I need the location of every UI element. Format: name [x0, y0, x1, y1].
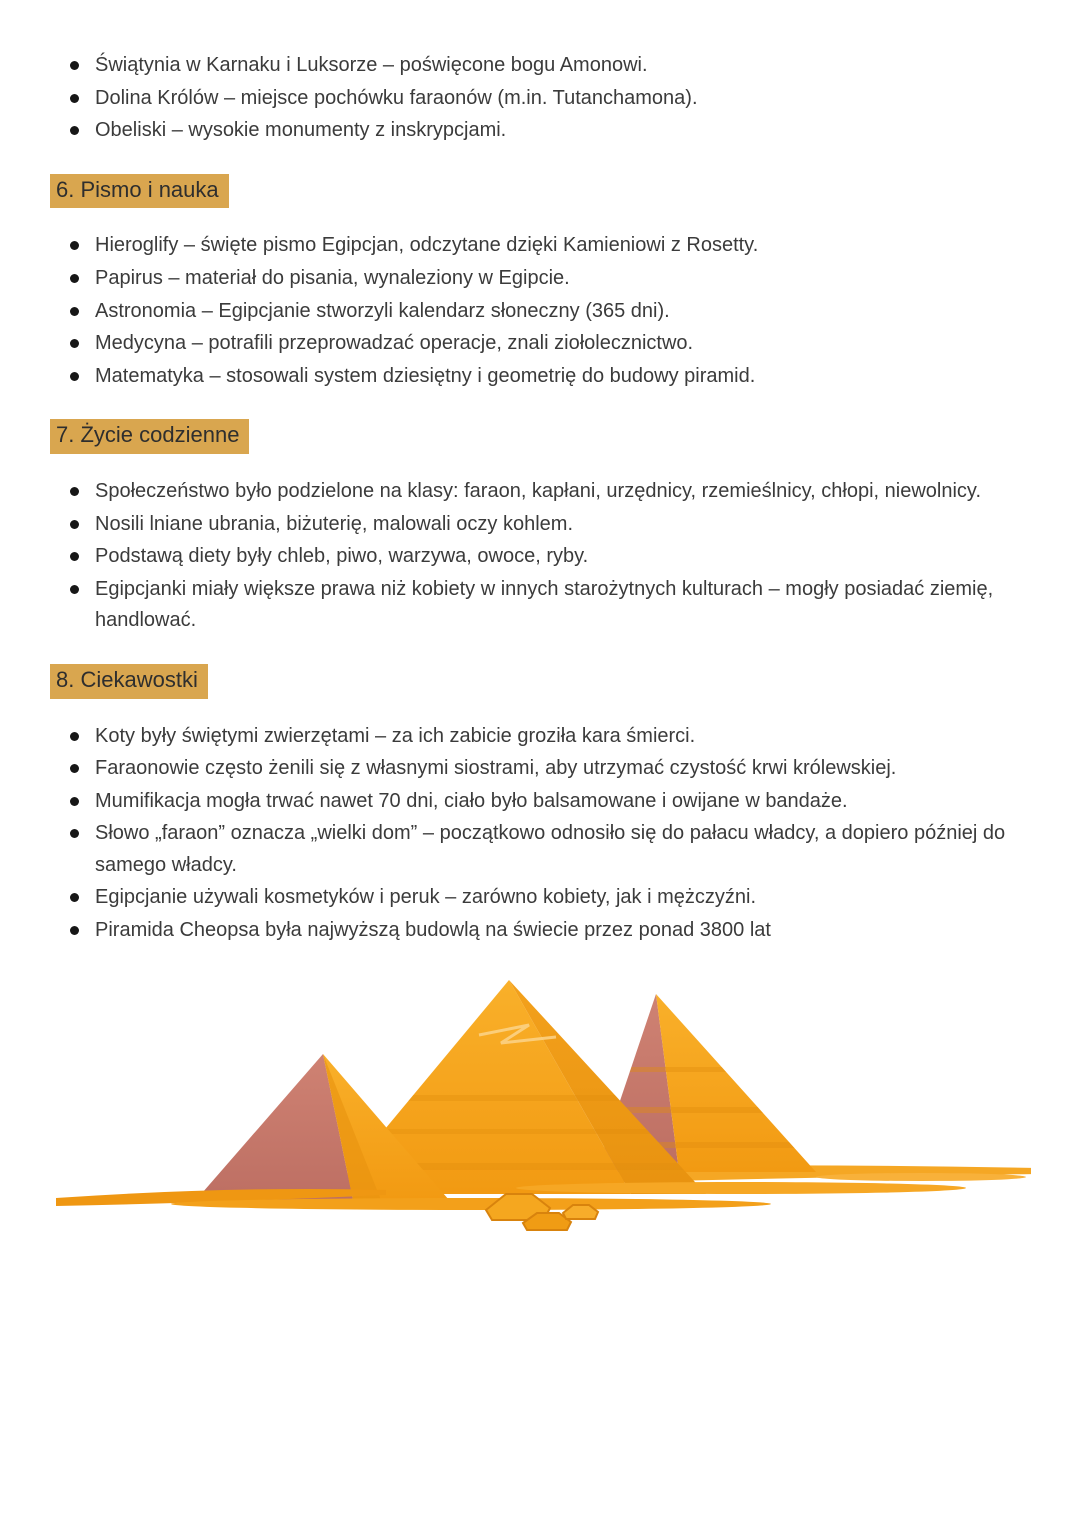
section-list — [50, 230, 1032, 392]
section-list — [50, 721, 1032, 947]
list-item-text: Dolina Królów – miejsce pochówku faraonów (m.in. Tutanchamona). — [95, 86, 698, 109]
intro-list — [50, 50, 1032, 147]
list-item — [50, 83, 1032, 115]
section-heading-highlight: 6. Pismo i nauka — [50, 174, 229, 209]
list-item — [50, 361, 1032, 393]
list-item — [50, 721, 1032, 753]
list-item-text: Nosili lniane ubrania, biżuterię, malowali oczy kohlem. — [95, 512, 573, 535]
list-item — [50, 753, 1032, 785]
list-item — [50, 915, 1032, 947]
list-item-text: Astronomia – Egipcjanie stworzyli kalendarz słoneczny (365 dni). — [95, 299, 670, 322]
list-item — [50, 818, 1032, 881]
list-item-text: Obeliski – wysokie monumenty z inskrypcjami. — [95, 119, 507, 142]
list-item-text: Świątynia w Karnaku i Luksorze – poświęcone bogu Amonowi. — [95, 54, 648, 76]
list-item-text: Koty były świętymi zwierzętami – za ich zabicie groziła kara śmierci. — [95, 724, 696, 747]
list-item — [50, 882, 1032, 914]
list-item-text: Piramida Cheopsa była najwyższą budowlą na świecie przez ponad 3800 lat — [95, 919, 771, 942]
section-heading — [50, 174, 1032, 209]
list-item-text: Matematyka – stosowali system dziesiętny i geometrię do budowy piramid. — [95, 364, 756, 387]
list-item — [50, 328, 1032, 360]
list-item-text: Egipcjanki miały większe prawa niż kobiety w innych starożytnych kulturach – mogły posiadać ziemię, handlować. — [95, 577, 994, 632]
list-item-text: Medycyna – potrafili przeprowadzać operacje, znali ziołolecznictwo. — [95, 332, 694, 355]
list-item-text: Społeczeństwo było podzielone na klasy: faraon, kapłani, urzędnicy, rzemieślnicy, chłopi, niewolnicy. — [95, 479, 982, 502]
list-item — [50, 115, 1032, 147]
list-item — [50, 230, 1032, 262]
pyramids-illustration — [51, 977, 1031, 1235]
list-item — [50, 786, 1032, 818]
list-item-text: Egipcjanie używali kosmetyków i peruk – zarówno kobiety, jak i mężczyźni. — [95, 886, 757, 909]
section-heading-highlight: 7. Życie codzienne — [50, 419, 249, 454]
list-item — [50, 574, 1032, 637]
list-item-text: Papirus – materiał do pisania, wynaleziony w Egipcie. — [95, 266, 570, 289]
section-7-zycie-codzienne — [50, 419, 1032, 637]
list-item-text: Słowo „faraon” oznacza „wielki dom” – początkowo odnosiło się do pałacu władcy, a dopiero później do samego władcy. — [95, 822, 1006, 876]
section-list — [50, 476, 1032, 637]
list-item — [50, 296, 1032, 328]
list-item — [50, 263, 1032, 295]
list-item-text: Mumifikacja mogła trwać nawet 70 dni, ciało było balsamowane i owijane w bandaże. — [95, 789, 848, 812]
list-item-text: Faraonowie często żenili się z własnymi siostrami, aby utrzymać czystość krwi królewskiej. — [95, 757, 897, 780]
list-item-text: Hieroglify – święte pismo Egipcjan, odczytane dzięki Kamieniowi z Rosetty. — [95, 234, 759, 257]
list-item-text: Podstawą diety były chleb, piwo, warzywa, owoce, ryby. — [95, 545, 589, 568]
list-item — [50, 476, 1032, 508]
list-item — [50, 541, 1032, 573]
list-item — [50, 509, 1032, 541]
section-heading — [50, 664, 1032, 699]
section-6-pismo-i-nauka — [50, 174, 1032, 393]
list-item — [50, 50, 1032, 82]
section-8-ciekawostki — [50, 664, 1032, 947]
section-heading — [50, 419, 1032, 454]
section-heading-highlight: 8. Ciekawostki — [50, 664, 208, 699]
illustration-container — [50, 977, 1032, 1235]
